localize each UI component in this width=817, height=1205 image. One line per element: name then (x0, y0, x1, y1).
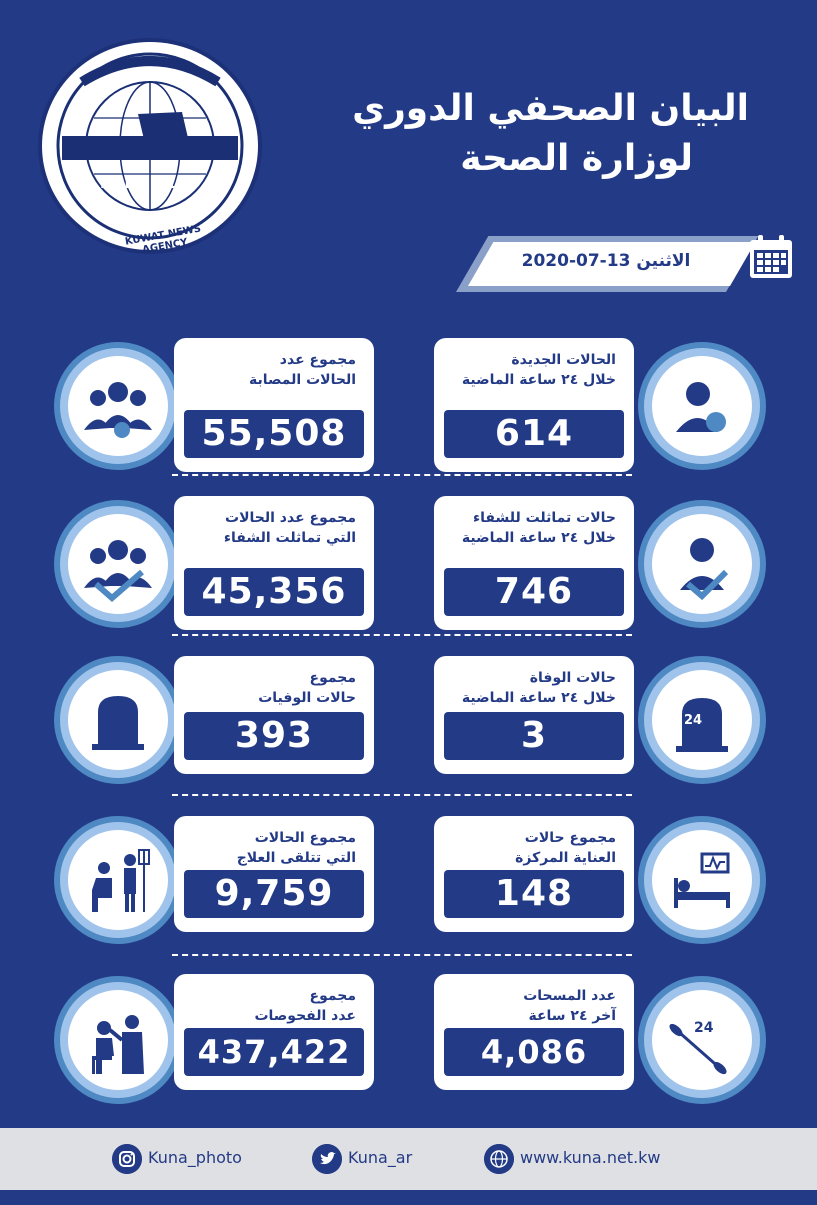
swabs-24h-label-2: آخر ٢٤ ساعة (528, 1008, 616, 1024)
person-check-icon (652, 514, 752, 614)
title-line-2: لوزارة الصحة (460, 138, 693, 179)
person-virus-icon (652, 356, 752, 456)
swabs-24h-card (434, 974, 634, 1090)
divider (172, 954, 632, 956)
deaths-24h-card (434, 656, 634, 774)
new-cases-card (434, 338, 634, 472)
instagram-handle: Kuna_photo (148, 1148, 242, 1167)
deaths-24h-value: 3 (444, 712, 624, 760)
icu-value: 148 (444, 870, 624, 918)
stats-row-1 (0, 338, 817, 474)
total-recovered-value: 45,356 (184, 568, 364, 616)
recovered-24h-value: 746 (444, 568, 624, 616)
deaths-24h-label-2: خلال ٢٤ ساعة الماضية (461, 690, 616, 706)
stats-row-4 (0, 816, 817, 952)
total-tests-value: 437,422 (184, 1028, 364, 1076)
recovered-24h-label-2: خلال ٢٤ ساعة الماضية (461, 530, 616, 546)
calendar-icon (746, 232, 796, 282)
website-url: www.kuna.net.kw (520, 1148, 661, 1167)
total-cases-value: 55,508 (184, 410, 364, 458)
logo-agency-text: KUWAT NEWS AGENCY (124, 223, 202, 256)
total-cases-label-2: الحالات المصابة (248, 372, 356, 388)
twitter-icon (312, 1144, 342, 1174)
total-recovered-badge (54, 500, 182, 628)
total-deaths-value: 393 (184, 712, 364, 760)
date-text: الاثنين 13-07-2020 (521, 251, 691, 271)
date-ribbon (456, 236, 746, 292)
total-deaths-badge (54, 656, 182, 784)
divider (172, 794, 632, 796)
total-cases-label-1: مجموع عدد (279, 352, 356, 368)
total-recovered-label-2: التي تماثلت الشفاء (223, 530, 356, 546)
under-treatment-label-2: التي تتلقى العلاج (236, 850, 356, 866)
hospital-bed-icon (652, 830, 752, 930)
twitter-handle: Kuna_ar (348, 1148, 413, 1167)
total-cases-badge (54, 342, 182, 470)
stats-row-5 (0, 974, 817, 1110)
logo-text: KUNA (100, 174, 150, 192)
instagram-icon (112, 1144, 142, 1174)
swabs-badge-text: 24 (694, 1020, 714, 1036)
swabs-24h-value: 4,086 (444, 1028, 624, 1076)
deaths-badge-text: 24 (684, 713, 703, 728)
swabs-24h-label-1: عدد المسحات (523, 988, 616, 1004)
deaths-24h-badge (638, 656, 766, 784)
stats-row-3 (0, 656, 817, 792)
globe-web-icon (484, 1144, 514, 1174)
total-recovered-card (174, 496, 374, 630)
title-line-1: البيان الصحفي الدوري (352, 88, 749, 129)
page-title (309, 84, 749, 184)
divider (172, 634, 632, 636)
swabs-24h-badge (638, 976, 766, 1104)
under-treatment-label-1: مجموع الحالات (254, 830, 356, 846)
total-tests-label-1: مجموع (309, 988, 356, 1004)
new-cases-label-2: خلال ٢٤ ساعة الماضية (461, 372, 616, 388)
group-virus-icon (68, 356, 168, 456)
total-deaths-card (174, 656, 374, 774)
icu-label-1: مجموع حالات (524, 830, 616, 846)
new-cases-label-1: الحالات الجديدة (511, 352, 616, 368)
globe-icon (42, 42, 258, 250)
total-tests-label-2: عدد الفحوصات (254, 1008, 356, 1024)
new-cases-badge (638, 342, 766, 470)
icu-badge (638, 816, 766, 944)
logo-arabic: كونا (168, 173, 200, 192)
under-treatment-value: 9,759 (184, 870, 364, 918)
group-check-icon (68, 514, 168, 614)
divider (172, 474, 632, 476)
patient-treatment-icon (68, 830, 168, 930)
doctor-exam-icon (68, 990, 168, 1090)
footer-bar (0, 1128, 817, 1190)
tombstone-icon (68, 670, 168, 770)
total-tests-badge (54, 976, 182, 1104)
under-treatment-card (174, 816, 374, 932)
total-deaths-label-1: مجموع (309, 670, 356, 686)
icu-label-2: العناية المركزة (515, 850, 616, 866)
recovered-24h-badge (638, 500, 766, 628)
total-deaths-label-2: حالات الوفيات (258, 690, 356, 706)
total-cases-card (174, 338, 374, 472)
icu-card (434, 816, 634, 932)
recovered-24h-card (434, 496, 634, 630)
deaths-24h-label-1: حالات الوفاة (529, 670, 616, 686)
swab-24-icon (652, 990, 752, 1090)
new-cases-value: 614 (444, 410, 624, 458)
total-recovered-label-1: مجموع عدد الحالات (225, 510, 356, 526)
kuna-logo (42, 42, 258, 256)
total-tests-card (174, 974, 374, 1090)
recovered-24h-label-1: حالات تماثلت للشفاء (473, 510, 616, 526)
under-treatment-badge (54, 816, 182, 944)
stats-row-2 (0, 496, 817, 632)
